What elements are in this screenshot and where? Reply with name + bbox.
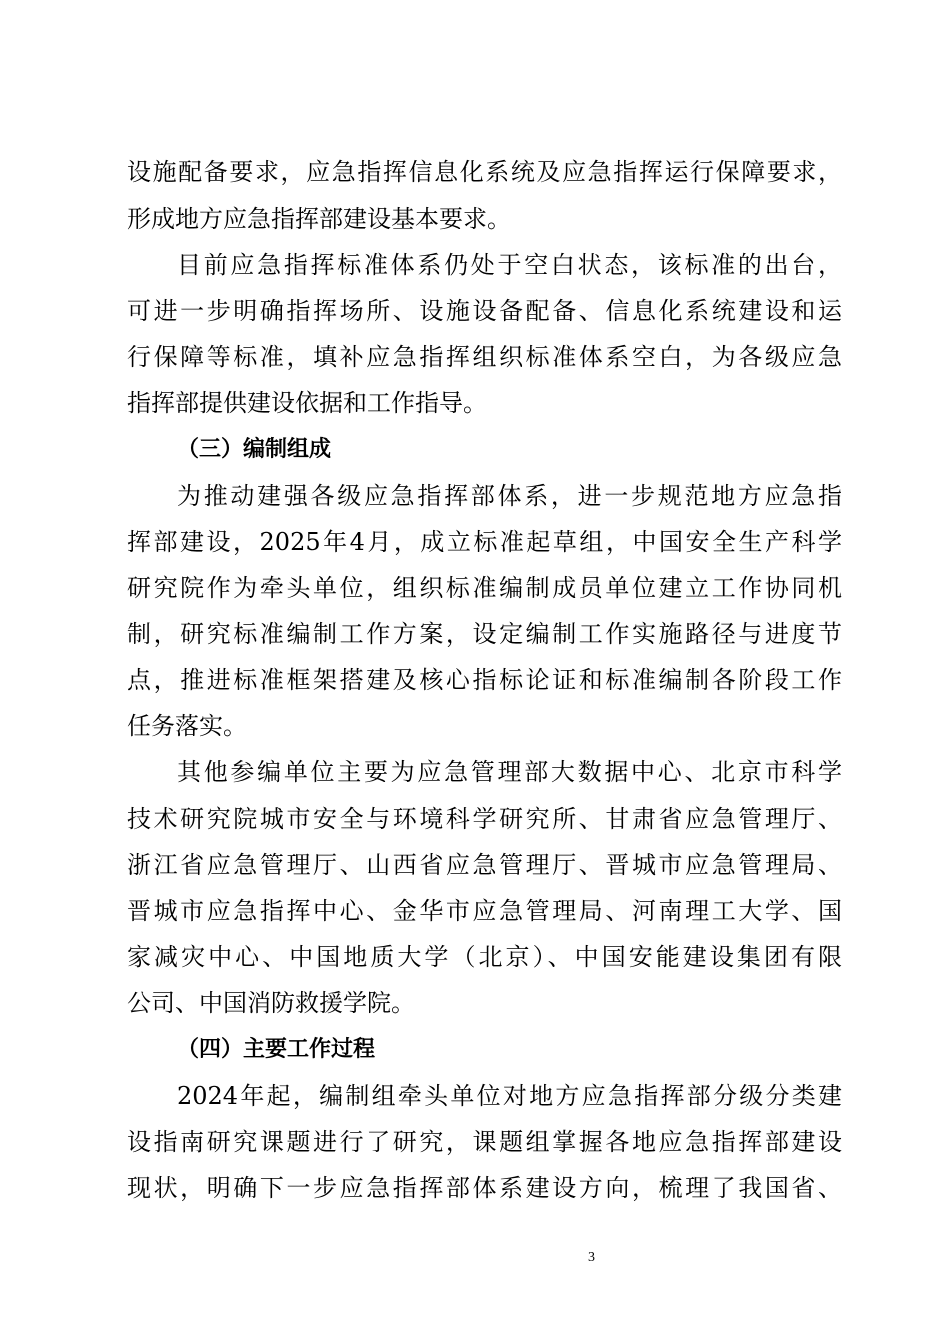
paragraph-line: 为推动建强各级应急指挥部体系，进一步规范地方应急指 [177, 482, 842, 510]
paragraph-line: 研究院作为牵头单位，组织标准编制成员单位建立工作协同机 [127, 574, 842, 602]
paragraph-line: 浙江省应急管理厅、山西省应急管理厅、晋城市应急管理局、 [127, 851, 842, 879]
paragraph-line: 目前应急指挥标准体系仍处于空白状态，该标准的出台， [177, 251, 842, 279]
paragraph-line: 任务落实。 [127, 712, 247, 740]
paragraph-line: 形成地方应急指挥部建设基本要求。 [127, 205, 511, 233]
paragraph-line: 设指南研究课题进行了研究，课题组掌握各地应急指挥部建设 [127, 1128, 842, 1156]
page-number: 3 [588, 1250, 595, 1265]
paragraph-line: 现状，明确下一步应急指挥部体系建设方向，梳理了我国省、 [127, 1174, 842, 1202]
paragraph-line: 制，研究标准编制工作方案，设定编制工作实施路径与进度节 [127, 620, 842, 648]
paragraph-line: 行保障等标准，填补应急指挥组织标准体系空白，为各级应急 [127, 343, 842, 371]
paragraph-line: 可进一步明确指挥场所、设施设备配备、信息化系统建设和运 [127, 297, 842, 325]
paragraph-line: 2024年起，编制组牵头单位对地方应急指挥部分级分类建 [177, 1082, 842, 1110]
paragraph-line: 设施配备要求，应急指挥信息化系统及应急指挥运行保障要求， [127, 158, 842, 186]
paragraph-line: 公司、中国消防救援学院。 [127, 989, 415, 1017]
paragraph-line: 晋城市应急指挥中心、金华市应急管理局、河南理工大学、国 [127, 897, 842, 925]
section-heading: （四）主要工作过程 [177, 1036, 376, 1062]
paragraph-line: 技术研究院城市安全与环境科学研究所、甘肃省应急管理厅、 [127, 805, 842, 833]
paragraph-line: 指挥部提供建设依据和工作指导。 [127, 389, 487, 417]
paragraph-line: 点，推进标准框架搭建及核心指标论证和标准编制各阶段工作 [127, 666, 842, 694]
paragraph-line: 家减灾中心、中国地质大学（北京）、中国安能建设集团有限 [127, 943, 842, 971]
section-heading: （三）编制组成 [177, 436, 332, 462]
paragraph-line: 挥部建设，2025年4月，成立标准起草组，中国安全生产科学 [127, 528, 842, 556]
paragraph-line: 其他参编单位主要为应急管理部大数据中心、北京市科学 [177, 758, 842, 786]
